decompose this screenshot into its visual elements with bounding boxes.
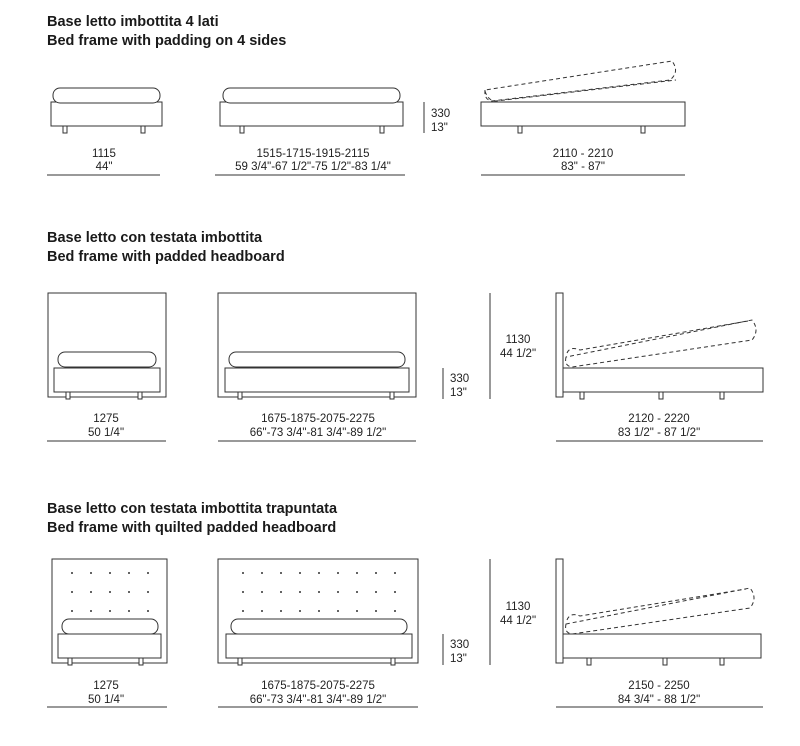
s1-length-in: 83" - 87" [561,161,605,173]
s3-height-mm: 330 [450,639,470,651]
quilting-button-dot [299,591,301,593]
side-view-padded [481,61,685,133]
s1-single-width-in: 44" [95,161,113,173]
quilting-button-dot [299,610,301,612]
section-1-title-en: Bed frame with padding on 4 sides [47,33,287,49]
quilting-button-dot [261,591,263,593]
s2-headboard-height-mm: 1130 [505,334,531,346]
quilting-button-dot [337,572,339,574]
quilting-button-dot [394,572,396,574]
quilting-button-dot [261,572,263,574]
s3-double-width-mm: 1675-1875-2075-2275 [261,680,375,692]
quilting-button-dot [318,610,320,612]
quilting-button-dot [356,591,358,593]
s3-length-mm: 2150 - 2250 [628,680,690,692]
quilting-button-dot [394,591,396,593]
s3-headboard-height-in: 44 1/2" [499,615,537,627]
quilting-button-dot [71,591,73,593]
quilting-button-dot [337,591,339,593]
quilting-button-dot [242,610,244,612]
front-view-single-headboard [48,293,166,399]
quilting-button-dot [394,610,396,612]
quilting-button-dot [356,610,358,612]
s1-height-in: 13" [431,122,448,134]
section-1-title-it: Base letto imbottita 4 lati [47,14,219,30]
s2-length-mm: 2120 - 2220 [628,413,690,425]
quilting-button-dot [109,572,111,574]
quilting-button-dot [90,610,92,612]
s2-double-width-mm: 1675-1875-2075-2275 [261,413,375,425]
s2-double-width-in: 66"-73 3/4"-81 3/4"-89 1/2" [249,427,387,439]
section-3-title-en: Bed frame with quilted padded headboard [47,520,337,536]
quilting-button-dot [280,610,282,612]
s3-height-in: 13" [450,653,467,665]
quilting-button-dot [375,610,377,612]
s3-double-width-in: 66"-73 3/4"-81 3/4"-89 1/2" [249,694,387,706]
s2-single-width-in: 50 1/4" [87,427,125,439]
s1-height-mm: 330 [431,108,451,120]
quilting-button-dot [318,591,320,593]
quilting-button-dot [90,591,92,593]
quilting-button-dot [147,591,149,593]
quilting-button-dot [71,572,73,574]
front-view-single-padded [51,88,162,133]
s2-single-width-mm: 1275 [93,413,119,425]
quilting-button-dot [280,572,282,574]
section-2-title-en: Bed frame with padded headboard [47,249,285,265]
quilting-button-dot [375,591,377,593]
quilting-button-dot [242,591,244,593]
quilting-button-dot [128,572,130,574]
s3-single-width-mm: 1275 [93,680,119,692]
front-view-single-quilted [52,559,167,665]
quilting-button-dot [109,610,111,612]
s1-double-width-in: 59 3/4"-67 1/2"-75 1/2"-83 1/4" [235,161,391,173]
quilting-button-dot [337,610,339,612]
quilting-button-dot [147,610,149,612]
s1-double-width-mm: 1515-1715-1915-2115 [256,148,370,160]
s3-headboard-height-mm: 1130 [505,601,531,613]
quilting-button-dot [109,591,111,593]
front-view-double-headboard [218,293,416,399]
quilting-button-dot [242,572,244,574]
quilting-button-dot [375,572,377,574]
s1-length-mm: 2110 - 2210 [552,148,614,160]
quilting-button-dot [71,610,73,612]
s2-length-in: 83 1/2" - 87 1/2" [617,427,701,439]
quilting-button-dot [299,572,301,574]
s2-height-mm: 330 [450,373,470,385]
quilting-button-dot [318,572,320,574]
s2-height-in: 13" [450,387,467,399]
quilting-button-dot [147,572,149,574]
s3-length-in: 84 3/4" - 88 1/2" [617,694,701,706]
side-view-quilted [556,559,761,665]
quilting-button-dot [128,591,130,593]
quilting-button-dot [128,610,130,612]
s2-headboard-height-in: 44 1/2" [499,348,537,360]
s3-single-width-in: 50 1/4" [87,694,125,706]
s1-single-width-mm: 1115 [92,148,116,160]
quilting-button-dot [356,572,358,574]
side-view-headboard [556,293,763,399]
section-3-title-it: Base letto con testata imbottita trapuntata [47,501,338,517]
quilting-button-dot [280,591,282,593]
quilting-button-dot [261,610,263,612]
front-view-double-padded [220,88,403,133]
quilting-button-dot [90,572,92,574]
section-2-title-it: Base letto con testata imbottita [47,230,263,246]
front-view-double-quilted [218,559,418,665]
